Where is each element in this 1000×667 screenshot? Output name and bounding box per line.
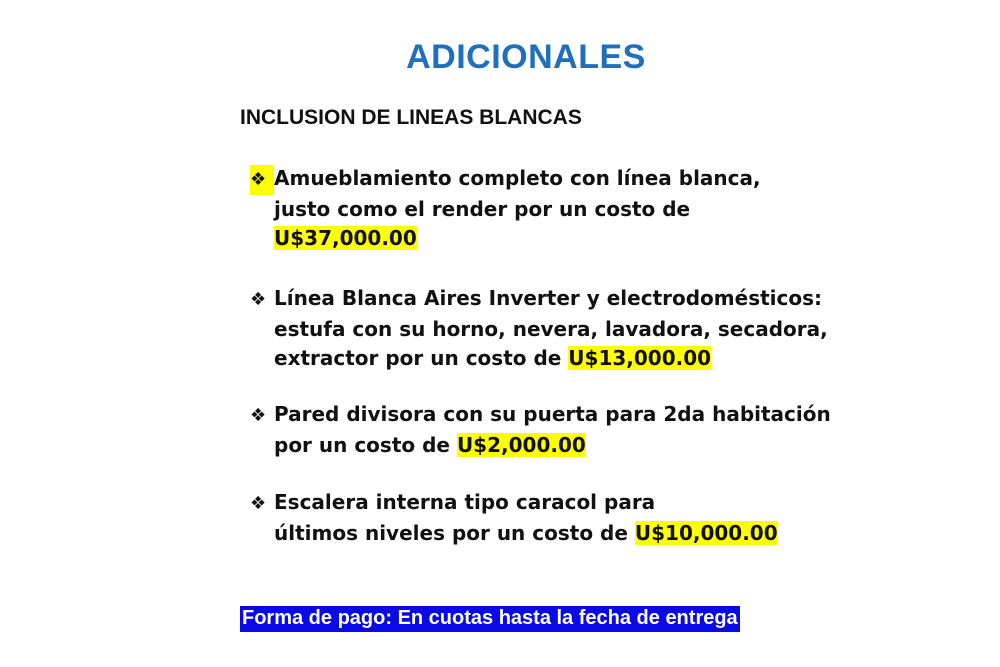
payment-banner: Forma de pago: En cuotas hasta la fecha de entrega	[240, 606, 740, 632]
item-text: Escalera interna tipo caracol para	[274, 490, 656, 514]
price-highlight: U$13,000.00	[568, 346, 712, 370]
list-item-furnishing	[250, 164, 761, 254]
item-text: Pared divisora con su puerta para 2da habitación	[274, 402, 831, 426]
price-highlight: U$10,000.00	[634, 520, 778, 545]
item-text: Amueblamiento completo con línea blanca,	[274, 166, 761, 190]
diamond-bullet-icon: ❖	[250, 289, 267, 310]
item-text: justo como el render por un costo de	[274, 196, 691, 221]
list-item-appliances	[250, 284, 828, 374]
item-text: estufa con su horno, nevera, lavadora, secadora,	[274, 316, 828, 341]
price-highlight: U$37,000.00	[274, 226, 417, 250]
list-item-spiral-staircase	[250, 488, 778, 548]
list-item-partition-wall	[250, 400, 831, 460]
page-title: ADICIONALES	[406, 38, 646, 76]
item-text: por un costo de	[274, 432, 457, 457]
diamond-bullet-icon: ❖	[250, 165, 274, 195]
item-text: Línea Blanca Aires Inverter y electrodomésticos:	[274, 286, 823, 310]
item-text: extractor por un costo de	[274, 346, 569, 370]
diamond-bullet-icon: ❖	[250, 493, 267, 514]
section-subtitle: INCLUSION DE LINEAS BLANCAS	[240, 106, 582, 129]
item-text: últimos niveles por un costo de	[274, 520, 635, 545]
price-highlight: U$2,000.00	[456, 432, 586, 457]
diamond-bullet-icon: ❖	[250, 405, 267, 426]
